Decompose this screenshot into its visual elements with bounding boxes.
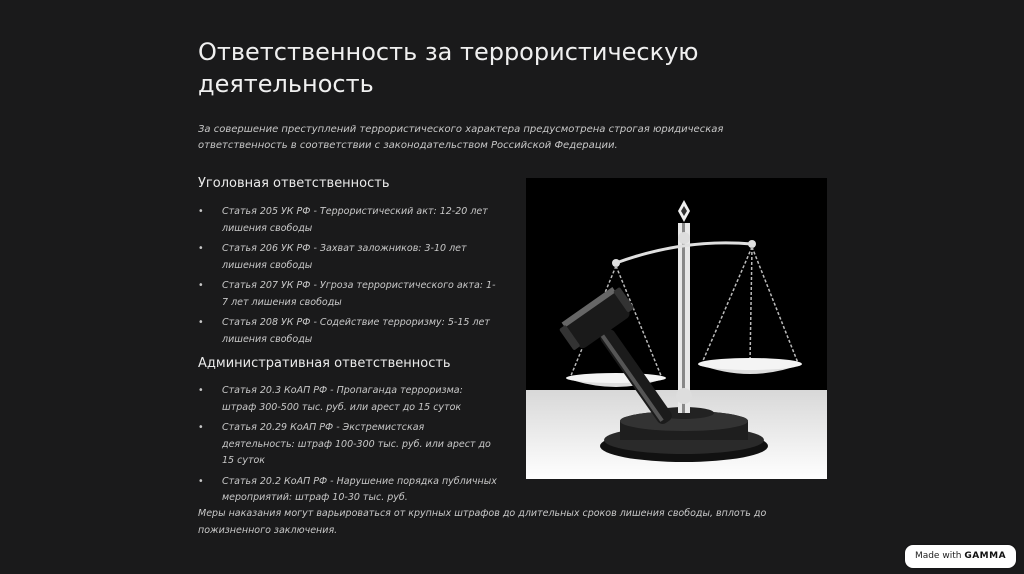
list-item-text: Статья 205 УК РФ - Террористический акт: 12-20 лет лишения свободы bbox=[222, 206, 488, 234]
criminal-list bbox=[198, 204, 498, 352]
page-title: Ответственность за террористическую деятельность bbox=[198, 38, 699, 98]
bullet-icon: • bbox=[198, 280, 204, 291]
badge-prefix: Made with bbox=[914, 551, 962, 561]
list-item-text: Статья 20.3 КоАП РФ - Пропаганда терроризма: штраф 300-500 тыс. руб. или арест до 15 суток bbox=[222, 385, 463, 413]
bullet-icon: • bbox=[198, 317, 204, 328]
bullet-icon: • bbox=[198, 475, 204, 487]
list-item-text: Статья 20.2 КоАП РФ - Нарушение порядка публичных мероприятий: штраф 10-30 тыс. руб. bbox=[222, 475, 497, 503]
made-with-gamma-badge[interactable] bbox=[905, 545, 1016, 568]
list-item bbox=[198, 474, 498, 507]
list-item bbox=[198, 241, 498, 274]
list-item-text: Статья 207 УК РФ - Угроза террористического акта: 1-7 лет лишения свободы bbox=[222, 280, 496, 308]
bullet-icon: • bbox=[198, 243, 204, 254]
list-item bbox=[198, 383, 498, 416]
gamma-logo: GAMMA bbox=[964, 551, 1007, 561]
bullet-icon: • bbox=[198, 422, 204, 433]
scales-gavel-illustration bbox=[526, 178, 827, 479]
list-item bbox=[198, 420, 498, 470]
list-item-text: Статья 206 УК РФ - Захват заложников: 3-10 лет лишения свободы bbox=[222, 243, 467, 271]
list-item bbox=[198, 278, 498, 311]
closing-text: Меры наказания могут варьироваться от крупных штрафов до длительных сроков лишения свободы, вплоть до пожизненного заключения. bbox=[198, 508, 767, 536]
intro-text: За совершение преступлений террористического характера предусмотрена строгая юридическая ответственность в соответствии с законодательством Российской Федерации. bbox=[198, 124, 724, 151]
scales-of-justice-image bbox=[526, 178, 827, 479]
criminal-heading: Уголовная ответственность bbox=[198, 176, 390, 191]
administrative-list bbox=[198, 383, 498, 511]
list-item-text: Статья 20.29 КоАП РФ - Экстремистская деятельность: штраф 100-300 тыс. руб. или арест до 15 суток bbox=[222, 422, 491, 466]
list-item-text: Статья 208 УК РФ - Содействие терроризму: 5-15 лет лишения свободы bbox=[222, 317, 490, 345]
list-item bbox=[198, 315, 498, 348]
administrative-heading: Административная ответственность bbox=[198, 356, 451, 371]
bullet-icon: • bbox=[198, 385, 204, 396]
list-item bbox=[198, 204, 498, 237]
bullet-icon: • bbox=[198, 206, 204, 217]
